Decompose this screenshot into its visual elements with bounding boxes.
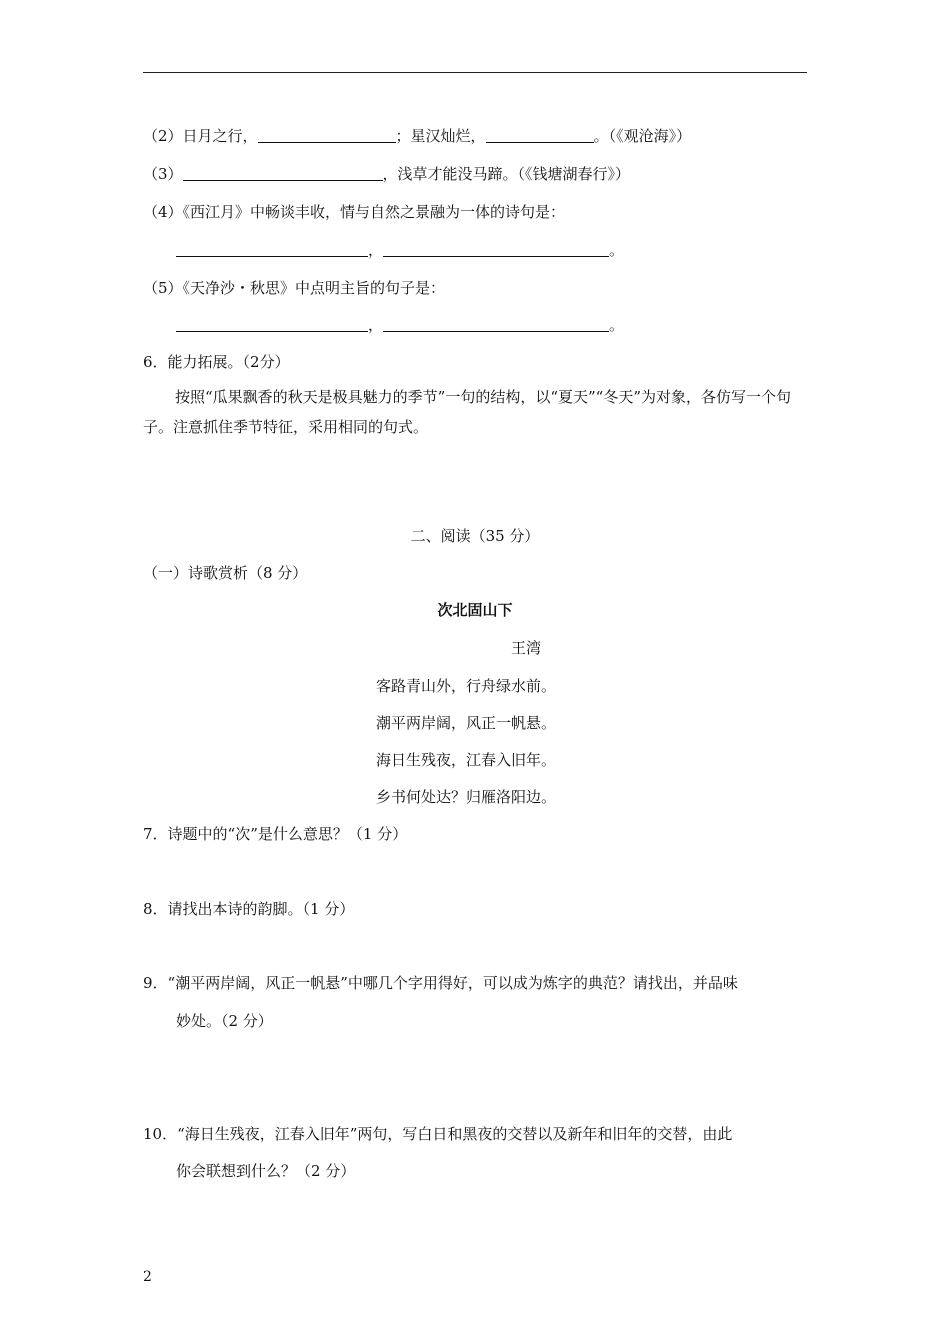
section-title: 二、阅读（35 分） <box>410 527 540 545</box>
comma: ， <box>368 316 384 334</box>
q3-prefix: （3） <box>143 165 183 183</box>
question-10-line-1: 10．“海日生残夜，江春入旧年”两句，写白日和黑夜的交替以及新年和旧年的交替，由此 <box>143 1125 733 1143</box>
period: 。 <box>609 241 625 259</box>
question-7: 7．诗题中的“次”是什么意思？（1 分） <box>143 825 408 843</box>
question-2-line <box>143 126 691 146</box>
question-6-title: 6．能力拓展。（2分） <box>143 353 290 371</box>
q3-suffix: ，浅草才能没马蹄。（《钱塘湖春行》） <box>382 165 631 183</box>
answer-blank[interactable] <box>258 128 396 143</box>
question-4-answer-line <box>176 240 624 260</box>
question-3-line <box>143 164 630 184</box>
poem-author: 王湾 <box>511 639 542 657</box>
comma: ， <box>368 241 384 259</box>
question-4-text: （4）《西江月》中畅谈丰收，情与自然之景融为一体的诗句是： <box>143 203 566 221</box>
page-number: 2 <box>143 1269 152 1285</box>
poem-title: 次北固山下 <box>437 601 513 619</box>
poem-line: 乡书何处达？归雁洛阳边。 <box>376 788 557 806</box>
answer-blank[interactable] <box>183 166 383 181</box>
answer-blank[interactable] <box>176 242 368 257</box>
question-9-line-1: 9．“潮平两岸阔，风正一帆悬”中哪几个字用得好，可以成为炼字的典范？请找出，并品味 <box>143 974 738 992</box>
header-rule <box>143 72 807 73</box>
q2-prefix: （2）日月之行， <box>143 127 258 145</box>
period: 。 <box>609 316 625 334</box>
answer-blank[interactable] <box>176 317 368 332</box>
question-10-line-2: 你会联想到什么？（2 分） <box>176 1162 356 1180</box>
subsection-title: （一）诗歌赏析（8 分） <box>143 564 308 582</box>
answer-blank[interactable] <box>486 128 594 143</box>
question-8: 8．请找出本诗的韵脚。（1 分） <box>143 900 355 918</box>
poem-line: 客路青山外，行舟绿水前。 <box>376 677 557 695</box>
q2-suffix: 。（《观沧海》） <box>593 127 692 145</box>
answer-blank[interactable] <box>383 317 609 332</box>
question-5-answer-line <box>176 315 624 335</box>
poem-line: 海日生残夜，江春入旧年。 <box>376 751 557 769</box>
poem-line: 潮平两岸阔，风正一帆悬。 <box>376 714 557 732</box>
answer-blank[interactable] <box>383 242 609 257</box>
question-9-line-2: 妙处。（2 分） <box>176 1012 273 1030</box>
question-5-text: （5）《天净沙・秋思》中点明主旨的句子是： <box>143 279 446 297</box>
question-6-body: 按照“瓜果飘香的秋天是极具魅力的季节”一句的结构，以“夏天”“冬天”为对象，各仿写一个句子。注意抓住季节特征，采用相同的句式。 <box>143 388 792 436</box>
q2-middle: ；星汉灿烂， <box>395 127 486 145</box>
